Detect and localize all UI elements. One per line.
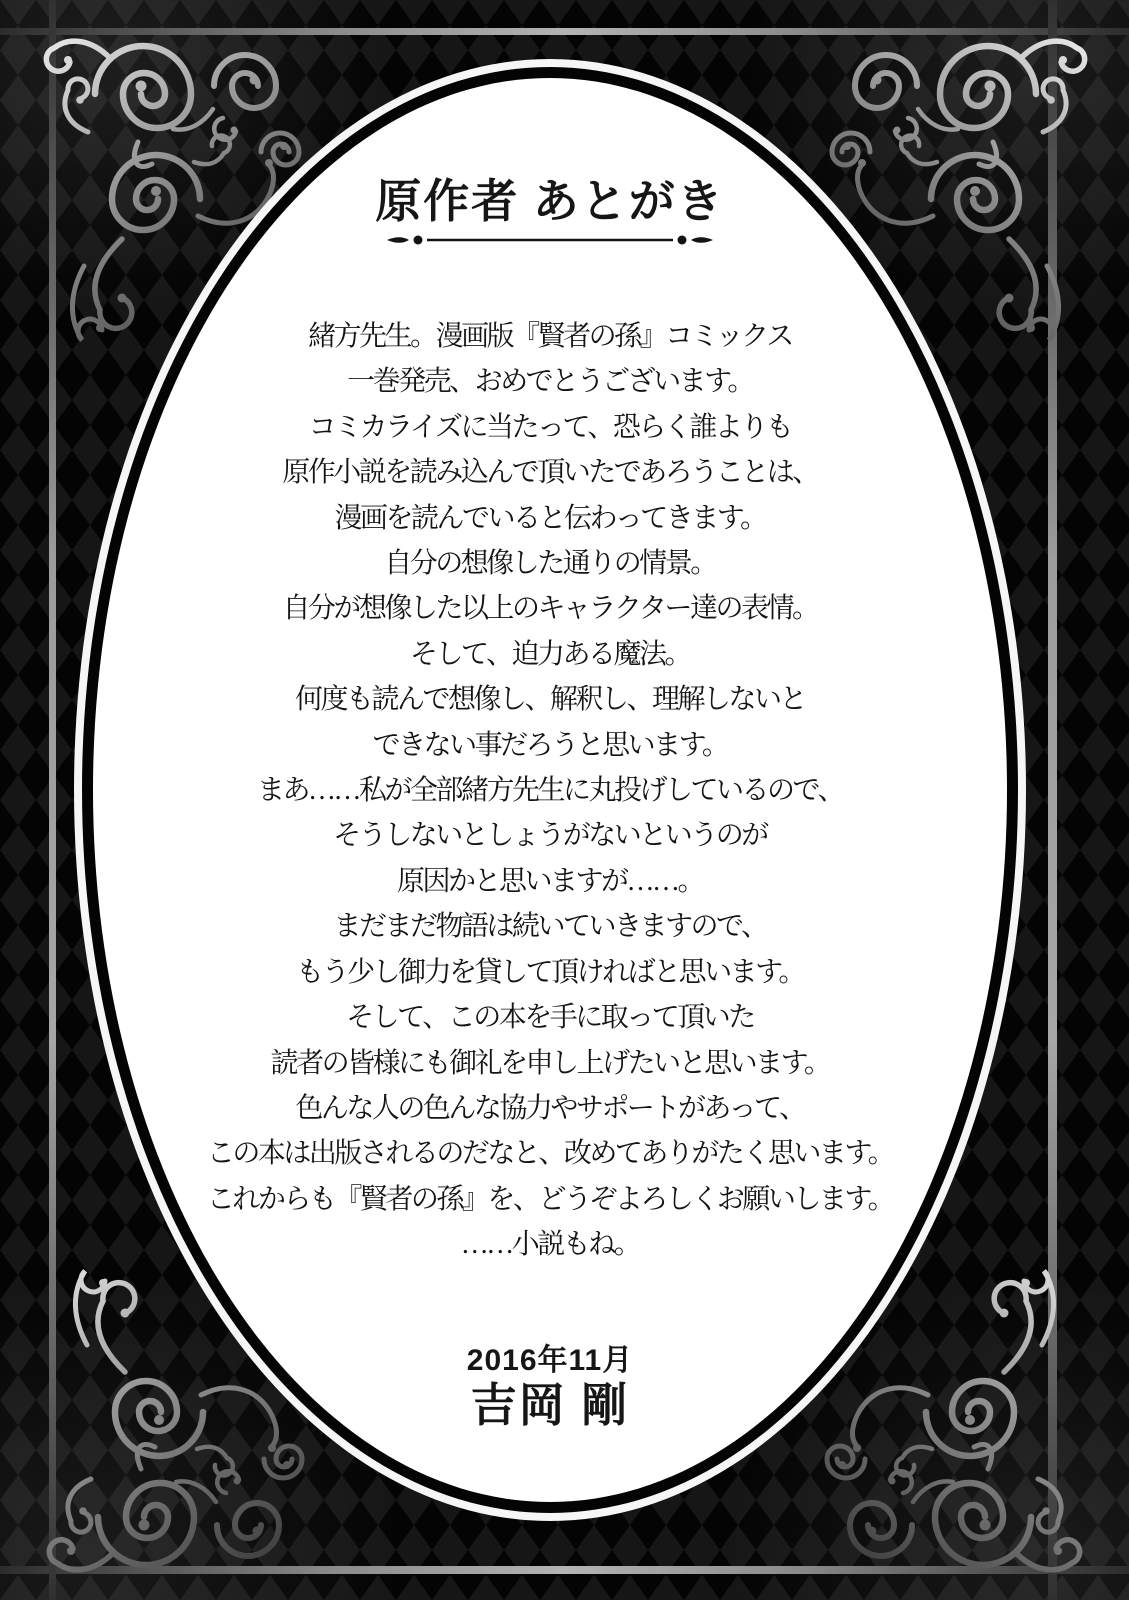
afterword-line: 原作小説を読み込んで頂いたであろうことは、 <box>282 457 818 489</box>
afterword-line: 自分の想像した通りの情景。 <box>384 548 716 580</box>
afterword-line: コミカライズに当たって、恐らく誰よりも <box>308 411 792 443</box>
afterword-line: そうしないとしょうがないというのが <box>333 820 767 852</box>
afterword-line: これからも『賢者の孫』を、どうぞよろしくお願いします。 <box>206 1183 894 1215</box>
afterword-line: 色んな人の色んな協力やサポートがあって、 <box>295 1092 805 1124</box>
afterword-line: 読者の皆様にも御礼を申し上げたいと思います。 <box>270 1047 830 1079</box>
author-name: 吉岡 剛 <box>470 1379 630 1431</box>
afterword-line: 一巻発売、おめでとうございます。 <box>347 366 753 398</box>
afterword-line: もう少し御力を貸して頂ければと思います。 <box>296 956 804 988</box>
afterword-line: まだまだ物語は続いていきますので、 <box>333 911 767 943</box>
afterword-title: 原作者 あとがき <box>375 176 725 227</box>
afterword-line: 緒方先生。漫画版『賢者の孫』コミックス <box>308 321 792 352</box>
afterword-line: そして、迫力ある魔法。 <box>410 638 690 670</box>
signature-date: 2016年11月 <box>466 1344 634 1377</box>
afterword-line: そして、この本を手に取って頂いた <box>346 1002 754 1034</box>
afterword-line: ……小説もね。 <box>460 1229 640 1261</box>
afterword-line: 原因かと思いますが……。 <box>396 865 703 897</box>
afterword-line: この本は出版されるのだなと、改めてありがたく思います。 <box>206 1138 894 1170</box>
afterword-line: 漫画を読んでいると伝わってきます。 <box>334 502 766 534</box>
afterword-line: 自分が想像した以上のキャラクター達の表情。 <box>282 593 818 625</box>
afterword-line: できない事だろうと思います。 <box>372 729 728 761</box>
title-divider <box>385 232 715 248</box>
afterword-body <box>93 314 1007 1268</box>
afterword-line: 何度も読んで想像し、解釈し、理解しないと <box>294 684 805 716</box>
afterword-oval <box>93 78 1007 1502</box>
afterword-line: まあ……私が全部緒方先生に丸投げしているので、 <box>257 775 843 807</box>
